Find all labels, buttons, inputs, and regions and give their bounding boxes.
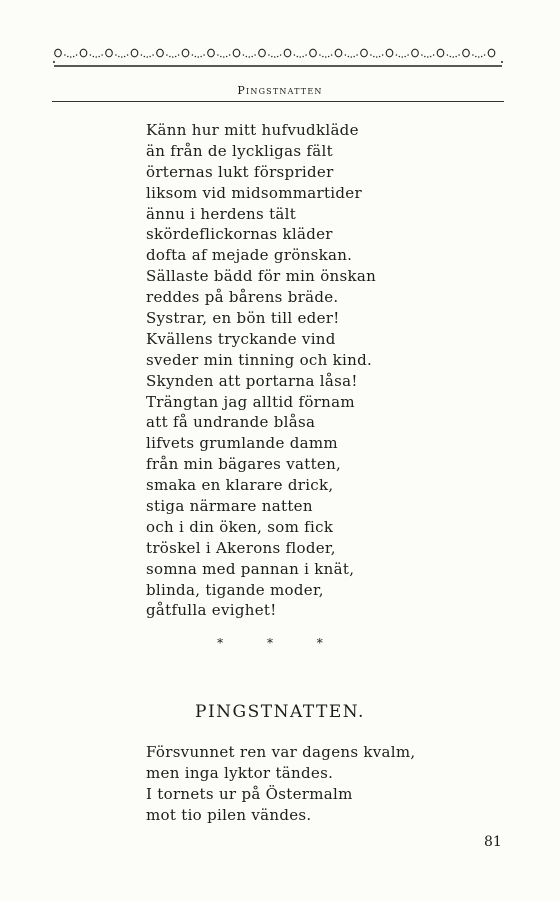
ornament-dot [305, 54, 307, 56]
ornament-dot [124, 56, 126, 58]
ornament-dot [399, 56, 401, 58]
ornament-dot [98, 56, 100, 58]
ornament-oval [106, 49, 113, 57]
ornament-oval [208, 49, 215, 57]
ornament-dot [149, 56, 151, 58]
ornament-dot [455, 56, 457, 58]
ornament-dot [246, 56, 248, 58]
ornament-oval [80, 49, 87, 57]
ornament-dot [166, 54, 168, 56]
ornament-dot [121, 56, 123, 58]
poem-line: än från de lyckligas fält [146, 141, 333, 160]
poem-line: och i din öken, som fick [146, 517, 334, 536]
ornament-dot [407, 54, 409, 56]
poem-line: gåtfulla evighet! [146, 601, 277, 620]
ornament-dot [172, 56, 174, 58]
ornament-oval [310, 49, 317, 57]
ornament-dot [195, 56, 197, 58]
ornament-oval [335, 49, 342, 57]
poem-line: Trängtan jag alltid förnam [146, 392, 355, 411]
ornament-dot [404, 56, 406, 58]
ornament-oval [233, 49, 240, 57]
poem-line: örternas lukt försprider [146, 162, 334, 181]
ornament-dot [294, 54, 296, 56]
ornament-dot [249, 56, 251, 58]
ornament-dot [297, 56, 299, 58]
ornament-dot [178, 54, 180, 56]
poem-line: liksom vid midsommartider [146, 183, 362, 202]
poem-line: Kvällens tryckande vind [146, 329, 336, 348]
ornament-dot [345, 54, 347, 56]
ornament-dot [169, 56, 171, 58]
ornament-dot [200, 56, 202, 58]
ornament-dot [356, 54, 358, 56]
poem-line: Försvunnet ren var dagens kvalm, [146, 743, 416, 761]
ornament-dot [198, 56, 200, 58]
ornament-dot [325, 56, 327, 58]
ornament-dot [268, 54, 270, 56]
header-rule [52, 101, 504, 102]
ornament-dot [453, 56, 455, 58]
ornament-dot [472, 54, 474, 56]
ornament-dot [115, 54, 117, 56]
ornament-dot [484, 54, 486, 56]
page-number: 81 [484, 834, 502, 850]
poem-line: Sällaste bädd för min önskan [146, 267, 377, 286]
ornament-oval [55, 49, 62, 57]
ornament-dot [402, 56, 404, 58]
ornament-dot [373, 56, 375, 58]
ornament-dot [302, 56, 304, 58]
ornament-dot [478, 56, 480, 58]
ornament-dot [376, 56, 378, 58]
ornament-oval [463, 49, 470, 57]
poem-line: reddes på bårens bräde. [146, 288, 339, 307]
second-poem-body [146, 742, 416, 826]
ornament-dot [254, 54, 256, 56]
ornament-oval [437, 49, 444, 57]
ornament-oval [412, 49, 419, 57]
ornament-dot [481, 56, 483, 58]
poem-line: från min bägares vatten, [146, 455, 342, 474]
ornament-dot [217, 54, 219, 56]
poem-line: blinda, tigande moder, [146, 580, 324, 599]
ornament-dot [144, 56, 146, 58]
ornament-dot [447, 54, 449, 56]
poem-line: tröskel i Akerons floder, [146, 538, 336, 557]
ornament-dot [433, 54, 435, 56]
ornament-dot [175, 56, 177, 58]
ornament-dot [203, 54, 205, 56]
ornament-dot [351, 56, 353, 58]
ornament-dot [223, 56, 225, 58]
ornament-dot [370, 54, 372, 56]
poem-line: stiga närmare natten [146, 497, 313, 516]
poem-line: smaka en klarare drick, [146, 476, 334, 495]
ornament-oval [259, 49, 266, 57]
poem-line: Känn hur mitt hufvudkläde [146, 121, 359, 139]
ornament-dot [427, 56, 429, 58]
ornament-dot [101, 54, 103, 56]
running-head: Pingstnatten [237, 84, 323, 97]
ornament-dot [319, 54, 321, 56]
ornament-dot [280, 54, 282, 56]
ornament-dot [300, 56, 302, 58]
ornament-dot [348, 56, 350, 58]
ornament-dot [243, 54, 245, 56]
ornament-oval [131, 49, 138, 57]
poem-line: sveder min tinning och kind. [146, 350, 373, 369]
ornament-dot [76, 54, 78, 56]
ornament-dot [277, 56, 279, 58]
section-title: PINGSTNATTEN. [195, 702, 365, 722]
ornament-dot [70, 56, 72, 58]
ornament-dot [118, 56, 120, 58]
poem-line: att få undrande blåsa [146, 413, 316, 432]
ornament-oval [284, 49, 291, 57]
ornament-dot [424, 56, 426, 58]
ornament-dot [353, 56, 355, 58]
ornament-dot [328, 56, 330, 58]
ornament-dot [271, 56, 273, 58]
ornament-dot [458, 54, 460, 56]
poem-line: lifvets grumlande damm [146, 434, 338, 453]
ornament-dot [152, 54, 154, 56]
ornament-oval [157, 49, 164, 57]
ornament-dot [192, 54, 194, 56]
ornament-dot [90, 54, 92, 56]
ornament-dot [450, 56, 452, 58]
poem-line: skördeflickornas kläder [146, 225, 333, 244]
ornament-dot [96, 56, 98, 58]
ornament-dot [67, 56, 68, 58]
ornament-dot [147, 56, 149, 58]
poem-line: men inga lyktor tändes. [146, 764, 334, 782]
ornament-dot [274, 56, 276, 58]
ornament-dot [141, 54, 143, 56]
ornament-dot [379, 56, 381, 58]
ornament-dot [475, 56, 477, 58]
ornament-dot [430, 56, 432, 58]
poem-line: somna med pannan i knät, [146, 559, 355, 578]
ornament-dot [251, 56, 253, 58]
ornament-oval [361, 49, 368, 57]
ornament-dot [220, 56, 222, 58]
poem-body [146, 120, 376, 621]
poem-line: Systrar, en bön till eder! [146, 309, 340, 328]
ornament-dot [64, 54, 66, 56]
ornament-oval [386, 49, 393, 57]
ornament-dot [127, 54, 129, 56]
ornament-dot [93, 56, 95, 58]
ornament-border [52, 44, 504, 70]
ornament-dot [322, 56, 324, 58]
poem-line: dofta af mejade grönskan. [146, 246, 353, 265]
asterism-separator: * * * [217, 636, 343, 650]
ornament-dot [331, 54, 333, 56]
ornament-dot [73, 56, 75, 58]
poem-line: Skynden att portarna låsa! [146, 371, 358, 390]
poem-line: mot tio pilen vändes. [146, 806, 312, 824]
poem-line: ännu i herdens tält [146, 204, 297, 223]
ornament-dot [396, 54, 398, 56]
ornament-dot [226, 56, 228, 58]
ornament-dot [382, 54, 384, 56]
poem-line: I tornets ur på Östermalm [146, 785, 353, 803]
ornament-oval [488, 49, 495, 57]
ornament-oval [182, 49, 189, 57]
ornament-dot [421, 54, 423, 56]
ornament-dot [229, 54, 231, 56]
